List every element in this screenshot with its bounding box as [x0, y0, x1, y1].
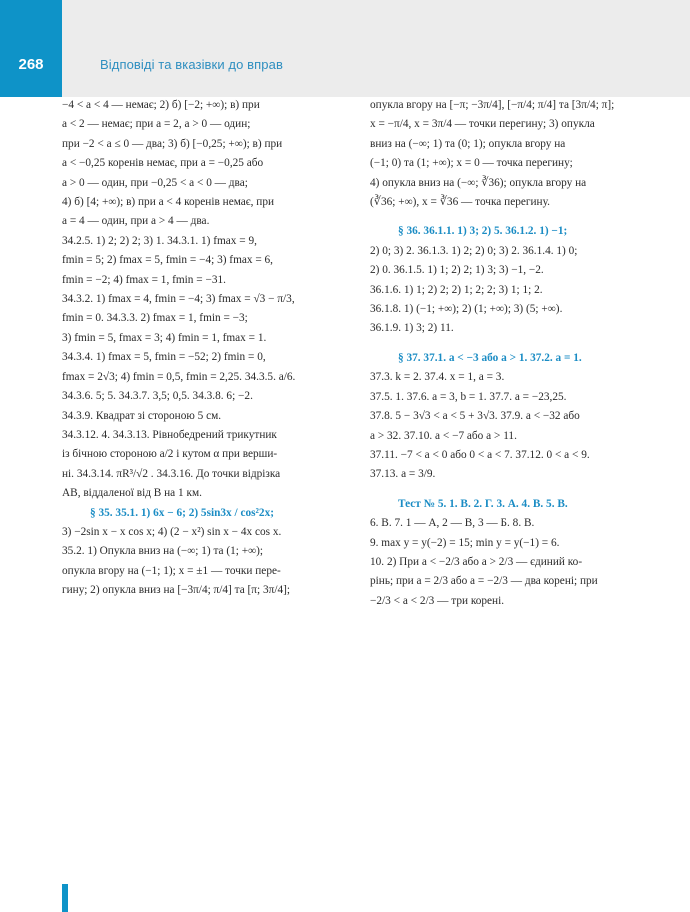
text-line: (∛36; +∞), x = ∛36 — точка перегину.	[370, 196, 550, 209]
text-line: 36.1.9. 1) 3; 2) 11.	[370, 322, 454, 335]
text-line: 6. В. 7. 1 — А, 2 — В, 3 — Б. 8. В.	[370, 517, 535, 530]
text-line: рінь; при a = 2/3 або a = −2/3 — два корені; при	[370, 575, 598, 588]
page-number-tab	[0, 0, 62, 97]
text-line: fmin = −2; 4) fmax = 1, fmin = −31.	[62, 273, 226, 286]
text-line: 10. 2) При a < −2/3 або a > 2/3 — єдиний ко-	[370, 555, 583, 568]
text-line: 4) опукла вниз на (−∞; ∛36); опукла вгору на	[370, 176, 587, 189]
test-5-heading: Тест № 5. 1. В. 2. Г. 3. А. 4. В. 5. В.	[398, 497, 568, 510]
spacer	[370, 485, 632, 495]
text-line: 37.13. a = 3/9.	[370, 468, 436, 481]
text-line: 4) б) [4; +∞); в) при a < 4 коренів немає, при	[62, 196, 275, 209]
text-line: опукла вгору на (−1; 1); x = ±1 — точки пере-	[62, 564, 281, 577]
text-line: 34.2.5. 1) 2; 2) 2; 3) 1. 34.3.1. 1) fmax = 9,	[62, 234, 257, 247]
text-line: вниз на (−∞; 1) та (0; 1); опукла вгору на	[370, 137, 566, 150]
text-line: a < 2 — немає; при a = 2, a > 0 — один;	[62, 118, 251, 131]
spacer	[370, 339, 632, 349]
running-title: Відповіді та вказівки до вправ	[100, 57, 283, 72]
section-heading-37: § 37. 37.1. a < −3 або a > 1. 37.2. a = 1.	[398, 351, 582, 364]
text-line: fmin = 0. 34.3.3. 2) fmax = 1, fmin = −3;	[62, 312, 248, 325]
text-line: опукла вгору на [−π; −3π/4], [−π/4; π/4] та [3π/4; π];	[370, 99, 615, 111]
text-line: 34.3.12. 4. 34.3.13. Рівнобедрений трикутник	[62, 428, 277, 441]
text-line: a = 4 — один, при a > 4 — два.	[62, 215, 210, 228]
text-line: −2/3 < a < 2/3 — три корені.	[370, 594, 505, 607]
text-line: fmin = 5; 2) fmax = 5, fmin = −4; 3) fmax = 6,	[62, 254, 274, 267]
page-number: 268	[18, 56, 44, 73]
text-line: a > 0 — один, при −0,25 < a < 0 — два;	[62, 176, 248, 189]
footer-accent-bar	[62, 884, 68, 912]
text-line: 2) 0; 3) 2. 36.1.3. 1) 2; 2) 0; 3) 2. 36.1.4. 1) 0;	[370, 244, 578, 257]
text-line: −4 < a < 4 — немає; 2) б) [−2; +∞); в) при	[62, 99, 260, 111]
text-line: 34.3.6. 5; 5. 34.3.7. 3,5; 0,5. 34.3.8. 6; −2.	[62, 390, 253, 403]
text-line: 2) 0. 36.1.5. 1) 1; 2) 2; 1) 3; 3) −1, −2.	[370, 264, 544, 277]
text-line: 34.3.9. Квадрат зі стороною 5 см.	[62, 409, 222, 422]
section-heading-35: § 35. 35.1. 1) 6x − 6; 2) 5sin3x / cos²2x;	[90, 506, 274, 519]
text-line: 34.3.2. 1) fmax = 4, fmin = −4; 3) fmax = √3 − π/3,	[62, 293, 295, 306]
text-line: 9. max y = y(−2) = 15; min y = y(−1) = 6.	[370, 536, 560, 549]
text-line: 37.8. 5 − 3√3 < a < 5 + 3√3. 37.9. a < −32 або	[370, 410, 580, 423]
text-line: 36.1.8. 1) (−1; +∞); 2) (1; +∞); 3) (5; +∞).	[370, 303, 563, 316]
section-heading-36: § 36. 36.1.1. 1) 3; 2) 5. 36.1.2. 1) −1;	[398, 225, 568, 238]
text-line: гину; 2) опукла вниз на [−3π/4; π/4] та [π; 3π/4];	[62, 584, 291, 597]
text-line: 35.2. 1) Опукла вниз на (−∞; 1) та (1; +∞);	[62, 545, 264, 558]
text-line: 3) fmin = 5, fmax = 3; 4) fmin = 1, fmax = 1.	[62, 331, 267, 344]
text-line: (−1; 0) та (1; +∞); x = 0 — точка перегину;	[370, 157, 573, 170]
text-line: 37.5. 1. 37.6. a = 3, b = 1. 37.7. a = −23,25.	[370, 390, 567, 403]
text-line: 36.1.6. 1) 1; 2) 2; 2) 1; 2; 2; 3) 1; 1; 2.	[370, 283, 543, 296]
spacer	[370, 212, 632, 222]
text-line: ні. 34.3.14. πR³/√2 . 34.3.16. До точки відрізка	[62, 467, 281, 480]
text-line: при −2 < a ≤ 0 — два; 3) б) [−0,25; +∞); в) при	[62, 137, 283, 150]
text-line: AB, віддаленої від B на 1 км.	[62, 487, 202, 500]
text-line: fmax = 2√3; 4) fmin = 0,5, fmin = 2,25. 34.3.5. a/6.	[62, 370, 296, 383]
text-line: 3) −2sin x − x cos x; 4) (2 − x²) sin x − 4x cos x.	[62, 525, 282, 538]
text-line: a < −0,25 коренів немає, при a = −0,25 або	[62, 157, 264, 170]
right-column	[370, 96, 632, 611]
left-column	[62, 96, 342, 601]
text-line: 37.3. k = 2. 37.4. x = 1, a = 3.	[370, 371, 505, 384]
text-line: із бічною стороною a/2 і кутом α при верши-	[62, 448, 278, 461]
header-band	[0, 0, 690, 97]
text-line: a > 32. 37.10. a < −7 або a > 11.	[370, 429, 517, 442]
text-line: x = −π/4, x = 3π/4 — точки перегину; 3) опукла	[370, 118, 595, 131]
text-line: 37.11. −7 < a < 0 або 0 < a < 7. 37.12. 0 < a < 9.	[370, 448, 590, 461]
text-line: 34.3.4. 1) fmax = 5, fmin = −52; 2) fmin = 0,	[62, 351, 266, 364]
